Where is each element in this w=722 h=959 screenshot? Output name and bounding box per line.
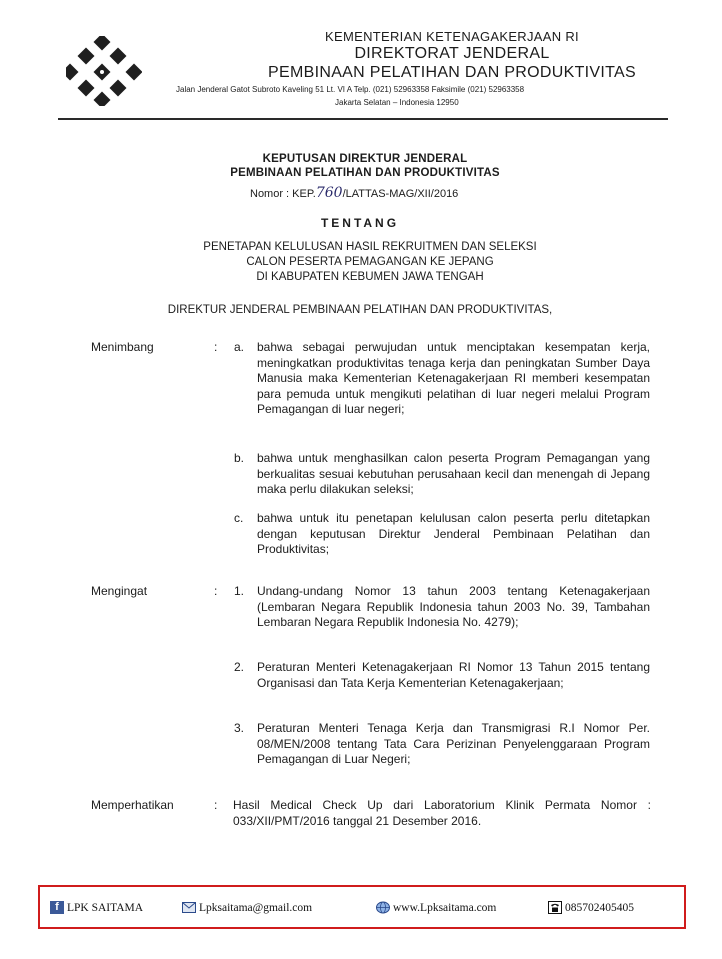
letterhead-organization — [222, 30, 682, 81]
subject-line3: DI KABUPATEN KEBUMEN JAWA TENGAH — [256, 271, 484, 283]
subject-line2: CALON PESERTA PEMAGANGAN KE JEPANG — [246, 256, 494, 268]
ministry-name: KEMENTERIAN KETENAGAKERJAAN RI — [325, 29, 579, 44]
director-heading: DIREKTUR JENDERAL PEMBINAAN PELATIHAN DAN PRODUKTIVITAS, — [167, 304, 553, 316]
memperhatikan-label: Memperhatikan — [91, 798, 174, 812]
mengingat-item-mark: 1. — [234, 584, 245, 598]
mengingat-item-text: Peraturan Menteri Tenaga Kerja dan Transmigrasi R.I Nomor Per. 08/MEN/2008 tentang Tata Cara Perizinan Penyelenggaraan Program Pemagangan di Luar Negeri; — [257, 721, 650, 766]
phone-link[interactable] — [548, 901, 634, 914]
decree-number — [250, 185, 458, 201]
mengingat-item-text: Undang-undang Nomor 13 tahun 2003 tentang Ketenagakerjaan (Lembaran Negara Republik Indonesia tahun 2003 No. 39, Tambahan Lembaran Negara Republik Indonesia No. 4279); — [257, 584, 650, 629]
letterhead-divider — [58, 118, 668, 120]
memperhatikan-text: Hasil Medical Check Up dari Laboratorium Klinik Permata Nomor : 033/XII/PMT/2016 tanggal 21 Desember 2016. — [233, 798, 651, 828]
mengingat-colon: : — [214, 584, 218, 598]
menimbang-item-text: bahwa sebagai perwujudan untuk menciptakan kesempatan kerja, meningkatkan produktivitas tenaga kerja dan peningkatan Sumber Daya Manusia maka Kementerian Ketenagakerjaan RI memberi kesempatan para pemuda untuk mengikuti pelatihan di luar negeri melalui Program Pemagangan di luar negeri; — [257, 340, 650, 416]
decree-number-suffix: /LATTAS-MAG/XII/2016 — [342, 188, 459, 200]
tentang-heading: TENTANG — [320, 216, 400, 230]
email-link[interactable] — [182, 901, 312, 914]
directorate-name: DIREKTORAT JENDERAL — [354, 45, 550, 62]
mengingat-item-text: Peraturan Menteri Ketenagakerjaan RI Nomor 13 Tahun 2015 tentang Organisasi dan Tata Kerja Kementerian Ketenagakerjaan; — [257, 660, 650, 690]
menimbang-item-text: bahwa untuk menghasilkan calon peserta Program Pemagangan yang berkualitas sesuai kebutuhan perusahaan kecil dan menengah di Jepang maka perlu dilakukan seleksi; — [257, 451, 650, 496]
email-icon — [182, 901, 196, 914]
email-label: Lpksaitama@gmail.com — [199, 901, 313, 914]
decree-title-line2: PEMBINAAN PELATIHAN DAN PRODUKTIVITAS — [230, 167, 500, 179]
letterhead-address: Jalan Jenderal Gatot Subroto Kaveling 51 Lt. VI A Telp. (021) 52963358 Faksimile (021) 52963358 — [176, 85, 525, 94]
contact-footer — [38, 885, 686, 929]
phone-icon — [548, 901, 562, 914]
website-label: www.Lpksaitama.com — [393, 901, 497, 914]
decree-title-line1: KEPUTUSAN DIREKTUR JENDERAL — [262, 153, 468, 165]
phone-label: 085702405405 — [565, 901, 634, 914]
facebook-link[interactable] — [50, 901, 143, 914]
directorate-division: PEMBINAAN PELATIHAN DAN PRODUKTIVITAS — [268, 64, 636, 81]
mengingat-item-mark: 2. — [234, 660, 245, 674]
mengingat-label: Mengingat — [91, 584, 148, 598]
facebook-label: LPK SAITAMA — [67, 901, 144, 914]
decree-subject — [170, 240, 570, 285]
mengingat-item-mark: 3. — [234, 721, 245, 735]
ministry-logo — [66, 36, 142, 106]
subject-line1: PENETAPAN KELULUSAN HASIL REKRUITMEN DAN SELEKSI — [203, 241, 537, 253]
facebook-icon: f — [50, 901, 64, 914]
menimbang-label: Menimbang — [91, 340, 154, 354]
decree-number-prefix: Nomor : KEP. — [250, 188, 316, 200]
decree-title — [220, 152, 510, 180]
menimbang-item-mark: c. — [234, 511, 244, 525]
menimbang-item-mark: b. — [234, 451, 245, 465]
menimbang-item-mark: a. — [234, 340, 245, 354]
memperhatikan-colon: : — [214, 798, 218, 812]
menimbang-item-text: bahwa untuk itu penetapan kelulusan calon peserta perlu ditetapkan dengan keputusan Direktur Jenderal Pembinaan Pelatihan dan Produktivitas; — [257, 511, 650, 556]
decree-number-handwritten: 760 — [315, 185, 343, 201]
letterhead-city: Jakarta Selatan – Indonesia 12950 — [335, 98, 459, 107]
menimbang-colon: : — [214, 340, 218, 354]
globe-icon — [376, 901, 390, 914]
website-link[interactable] — [376, 901, 496, 914]
